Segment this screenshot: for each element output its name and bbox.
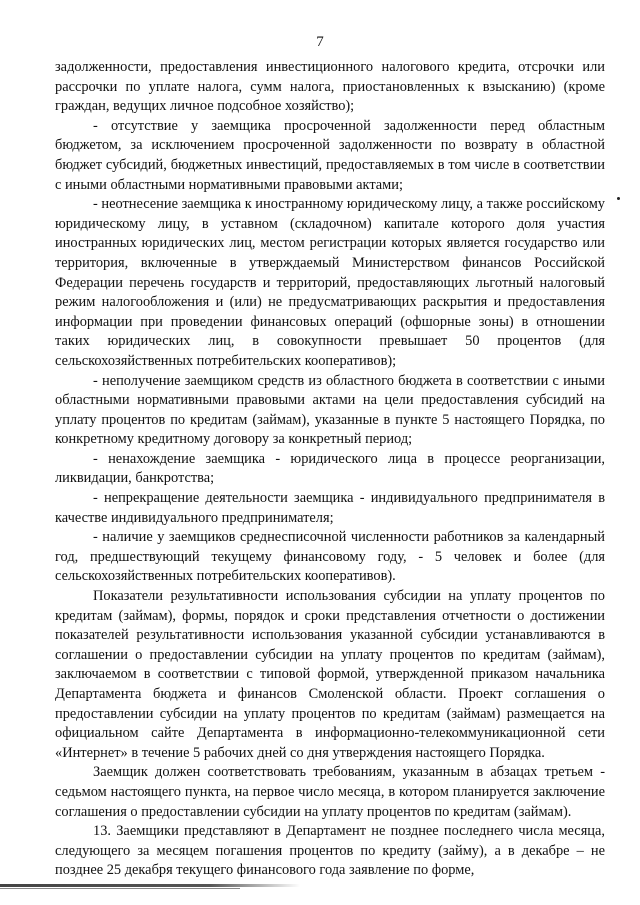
scan-speck	[617, 197, 620, 200]
document-body	[55, 58, 605, 881]
scan-bottom-edge-line	[0, 888, 240, 889]
paragraph: 13. Заемщики представляют в Департамент не позднее последнего числа месяца, следующего за месяцем погашения процентов по кредиту (займу), а в декабре – не позднее 25 декабря текущего финансового года заявление по форме,	[55, 823, 605, 879]
paragraph: - отсутствие у заемщика просроченной задолженности перед областным бюджетом, за исключением просроченной задолженности по возврату в областной бюджет субсидий, бюджетных инвестиций, предоставляемых в том числе в соответствии с иными областными нормативными правовыми актами;	[55, 117, 605, 193]
paragraph: - непрекращение деятельности заемщика - индивидуального предпринимателя в качестве индивидуального предпринимателя;	[55, 490, 605, 526]
paragraph: - ненахождение заемщика - юридического лица в процессе реорганизации, ликвидации, банкротства;	[55, 450, 605, 487]
scan-bottom-edge	[0, 884, 300, 887]
paragraph: - неотнесение заемщика к иностранному юридическому лицу, а также российскому юридическому лицу, в уставном (складочном) капитале которого доля участия иностранных юридических лиц, местом регистрации которых является государство или территория, включенные в утверждаемый Министерством финансов Российской Федерации перечень государств и территорий, предоставляющих льготный налоговый режим налогообложения и (или) не предусматривающих раскрытия и предоставления информации при проведении финансовых операций (офшорные зоны) в отношении таких юридических лиц, в совокупности превышает 50 процентов (для сельскохозяйственных потребительских кооперативов);	[55, 196, 605, 369]
paragraph: Показатели результативности использования субсидии на уплату процентов по кредитам (займам), формы, порядок и сроки представления отчетности о достижении показателей результативности использования указанной субсидии устанавливаются в соглашении о предоставлении субсидии на уплату процентов по кредитам (займам), заключаемом в соответствии с типовой формой, утвержденной приказом начальника Департамента бюджета и финансов Смоленской области. Проект соглашения о предоставлении субсидии на уплату процентов по кредитам (займам) размещается на официальном сайте Департамента в информационно-телекоммуникационной сети «Интернет» в течение 5 рабочих дней со дня утверждения настоящего Порядка.	[55, 588, 605, 761]
paragraph: - неполучение заемщиком средств из областного бюджета в соответствии с иными областными нормативными правовыми актами на цели предоставления субсидий на уплату процентов по кредитам (займам), указанные в пункте 5 настоящего Порядка, по конкретному кредитному договору за конкретный период;	[55, 372, 605, 448]
paragraph: - наличие у заемщиков среднесписочной численности работников за календарный год, предшествующий текущему финансовому году, - 5 человек и более (для сельскохозяйственных потребительских кооперативов).	[55, 529, 605, 585]
page-number: 7	[316, 34, 324, 50]
paragraph: Заемщик должен соответствовать требованиям, указанным в абзацах третьем - седьмом настоящего пункта, на первое число месяца, в котором планируется заключение соглашения о предоставлении субсидии на уплату процентов по кредитам (займам).	[55, 764, 605, 820]
paragraph: задолженности, предоставления инвестиционного налогового кредита, отсрочки или рассрочки по уплате налога, сумм налога, приостановленных к взысканию) (кроме граждан, ведущих личное подсобное хозяйство);	[55, 59, 605, 115]
